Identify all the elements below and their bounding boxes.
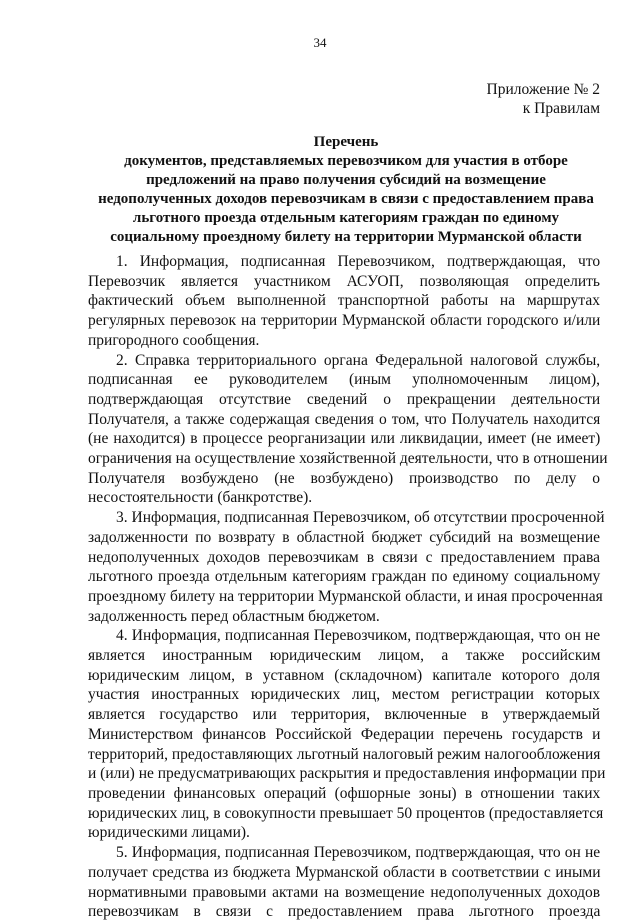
text-line: пригородного сообщения. [88, 331, 260, 349]
text-line: проведении финансовых операций (офшорные зоны) в отношении таких [88, 784, 601, 802]
document-list [88, 252, 608, 922]
text-line: подтверждающая отсутствие сведений о прекращении деятельности [88, 390, 601, 408]
text-line: Министерством финансов Российской Федерации перечень государств и [88, 725, 601, 743]
appendix-number: Приложение № 2 [486, 81, 600, 98]
text-line: (не находится) в процессе реорганизации или ликвидации, имеет (не имеет) [88, 430, 601, 448]
list-item-1 [88, 252, 600, 351]
title-line: предложений на право получения субсидий на возмещение [146, 172, 546, 188]
document-title [88, 133, 604, 247]
title-line: недополученных доходов перевозчикам в связи с предоставлением права [98, 191, 594, 207]
list-item-5 [88, 843, 600, 922]
text-line: несостоятельности (банкротстве). [88, 489, 313, 507]
list-item-3 [88, 508, 605, 626]
text-line: задолженности по возврату в областной бюджет субсидий на возмещение [88, 528, 600, 546]
title-line: документов, представляемых перевозчиком для участия в отборе [124, 153, 568, 169]
text-line: Получателя возбуждено (не возбуждено) производство по делу о [88, 469, 600, 487]
text-line: является государство или территория, включенные в утверждаемый [88, 706, 600, 724]
text-line: территорий, предоставляющих льготный налоговый режим налогообложения [88, 745, 601, 763]
text-line: нормативными правовыми актами на возмещение недополученных доходов [88, 883, 601, 901]
text-line: недополученных доходов перевозчикам в связи с предоставлением права [88, 548, 600, 566]
text-line: ограничения на осуществление хозяйственной деятельности, что в отношении [88, 450, 608, 468]
title-line: Перечень [313, 134, 379, 150]
text-line: и (или) не предусматривающих раскрытия и предоставления информации при [88, 765, 606, 783]
text-line: фактический объем выполненной транспортной работы на маршрутах [88, 292, 600, 310]
text-line: 2. Справка территориального органа Федеральной налоговой службы, [116, 351, 601, 369]
text-line: льготного проезда отдельным категориям граждан по единому социальному [88, 568, 601, 586]
text-line: задолженность перед областным бюджетом. [88, 607, 380, 625]
text-line: 4. Информация, подписанная Перевозчиком, подтверждающая, что он не [116, 627, 601, 645]
page-number: 34 [313, 35, 327, 50]
text-line: Получателя, а также содержащая сведения о том, что Получатель находится [88, 410, 601, 428]
text-line: юридическими лицами). [88, 824, 250, 842]
title-line: льготного проезда отдельным категориям граждан по единому [132, 210, 560, 226]
list-item-4 [88, 626, 606, 843]
text-line: юридическим лицом, в уставном (складочном) капитале которого доля [88, 666, 600, 684]
text-line: получает средства из бюджета Мурманской области в соответствии с иными [88, 863, 601, 881]
list-item-2 [88, 351, 608, 509]
text-line: Перевозчик является участником АСУОП, позволяющая определить [88, 272, 600, 290]
appendix-rules-reference: к Правилам [522, 100, 600, 117]
text-line: является иностранным юридическим лицом, а также российским [88, 647, 601, 665]
text-line: 1. Информация, подписанная Перевозчиком, подтверждающая, что [116, 253, 601, 270]
text-line: перевозчикам в связи с предоставлением права льготного проезда [88, 903, 601, 921]
text-line: 5. Информация, подписанная Перевозчиком, подтверждающая, что он не [116, 844, 601, 862]
text-line: подписанная ее руководителем (иным уполномоченным лицом), [88, 371, 600, 389]
text-line: проездному билету на территории Мурманской области, и иная просроченная [88, 587, 603, 605]
text-line: регулярных перевозок на территории Мурманской области городского и/или [88, 312, 601, 330]
appendix-reference [487, 80, 600, 118]
text-line: 3. Информация, подписанная Перевозчиком, об отсутствии просроченной [116, 509, 605, 527]
text-line: участия иностранных юридических лиц, местом регистрации которых [88, 686, 601, 704]
title-line: социальному проездному билету на территории Мурманской области [110, 229, 582, 245]
text-line: юридических лиц, в совокупности превышает 50 процентов (предоставляется [88, 804, 604, 822]
